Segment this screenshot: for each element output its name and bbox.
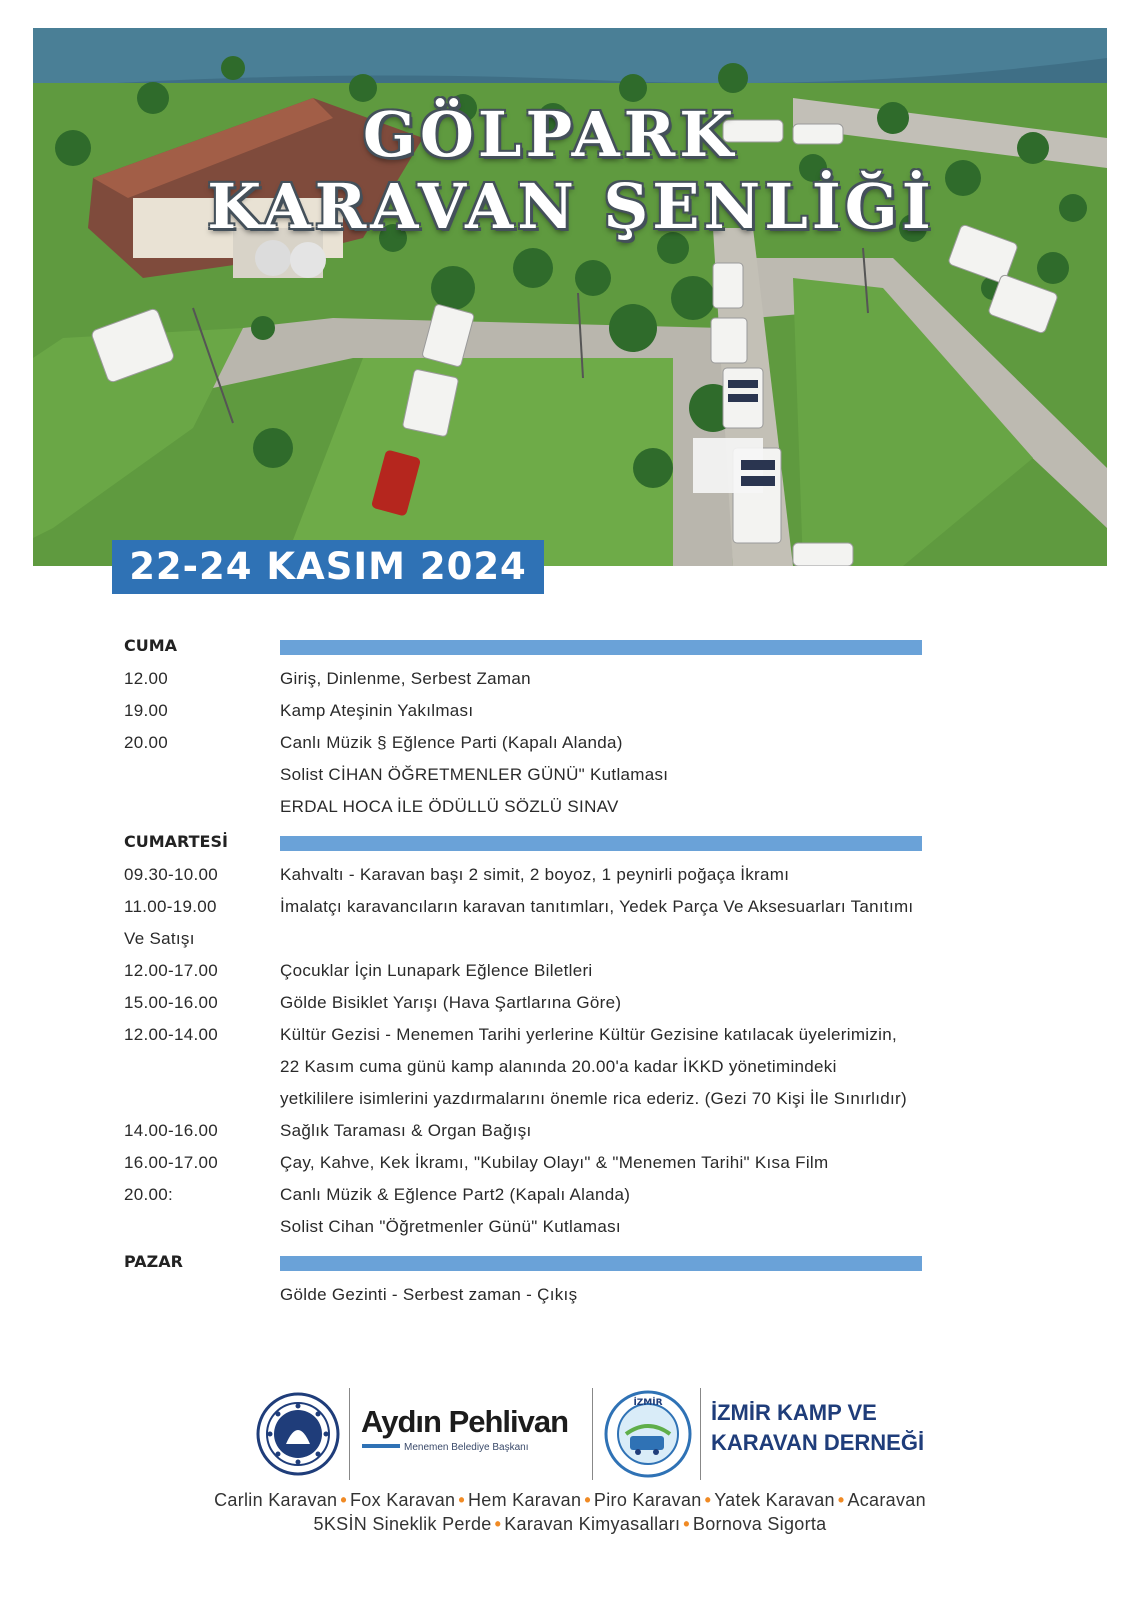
sponsor-name: Piro Karavan [593, 1490, 702, 1510]
schedule-desc: Canlı Müzik § Eğlence Parti (Kapalı Alanda) [280, 733, 623, 752]
sponsor-name: 5KSİN Sineklik Perde [313, 1514, 492, 1534]
mayor-name-logo: Aydın Pehlivan [361, 1404, 569, 1439]
day-divider-bar [280, 836, 922, 851]
schedule-time: 16.00-17.00 [124, 1153, 219, 1172]
schedule-time: 11.00-19.00 [124, 897, 217, 916]
schedule-time: 20.00 [124, 733, 169, 752]
seal-label: İZMİR [633, 1398, 663, 1408]
schedule-desc: ERDAL HOCA İLE ÖDÜLLÜ SÖZLÜ SINAV [280, 797, 619, 816]
schedule-time: 12.00-14.00 [124, 1025, 219, 1044]
schedule-desc: Canlı Müzik & Eğlence Part2 (Kapalı Alanda) [280, 1185, 631, 1204]
schedule-desc: 22 Kasım cuma günü kamp alanında 20.00'a kadar İKKD yönetimindeki [280, 1057, 837, 1076]
mayor-logo-underline [362, 1444, 400, 1448]
sponsor-name: Yatek Karavan [714, 1490, 835, 1510]
schedule-desc: Kamp Ateşinin Yakılması [280, 701, 474, 720]
hero-title-line2: KARAVAN ŞENLİĞİ [207, 170, 935, 243]
logo-divider [592, 1388, 593, 1480]
izmir-name-line1: İZMİR KAMP VE [711, 1400, 877, 1425]
sponsor-name: Carlin Karavan [214, 1490, 338, 1510]
izmir-kamp-karavan-seal-icon [604, 1390, 692, 1478]
day-heading-pazar: PAZAR [124, 1252, 183, 1271]
schedule-desc: Çocuklar İçin Lunapark Eğlence Biletleri [280, 961, 593, 980]
schedule-desc: Solist Cihan "Öğretmenler Günü" Kutlaması [280, 1217, 621, 1236]
schedule-time: 12.00-17.00 [124, 961, 219, 980]
sponsor-name: Fox Karavan [349, 1490, 456, 1510]
schedule-time: 19.00 [124, 701, 169, 720]
izmir-association-name [711, 1398, 924, 1458]
schedule-time: 12.00 [124, 669, 169, 688]
schedule-time: 09.30-10.00 [124, 865, 219, 884]
sponsor-name: Hem Karavan [467, 1490, 582, 1510]
schedule-desc: Gölde Bisiklet Yarışı (Hava Şartlarına Göre) [280, 993, 622, 1012]
schedule-time: Ve Satışı [124, 929, 195, 948]
schedule-desc: Sağlık Taraması & Organ Bağışı [280, 1121, 532, 1140]
schedule-desc: Kahvaltı - Karavan başı 2 simit, 2 boyoz, 1 peynirli poğaça İkramı [280, 865, 790, 884]
hero-aerial-photo [33, 28, 1107, 566]
hero-title-line1: GÖLPARK [362, 98, 738, 171]
schedule-time: 15.00-16.00 [124, 993, 219, 1012]
menemen-municipality-seal-icon [256, 1392, 340, 1476]
sponsor-logos-row [0, 1388, 1140, 1488]
sponsor-list-line1: Carlin Karavan • Fox Karavan • Hem Karavan • Piro Karavan • Yatek Karavan • Acaravan [214, 1490, 926, 1510]
sponsor-list-line2: 5KSİN Sineklik Perde • Karavan Kimyasalları • Bornova Sigorta [313, 1514, 827, 1534]
logo-divider [349, 1388, 350, 1480]
day-divider-bar [280, 1256, 922, 1271]
sponsor-name: Karavan Kimyasalları [504, 1514, 681, 1534]
sponsor-name: Acaravan [847, 1490, 926, 1510]
schedule-desc: Gölde Gezinti - Serbest zaman - Çıkış [280, 1285, 578, 1304]
day-heading-cuma: CUMA [124, 636, 178, 655]
mayor-title: Menemen Belediye Başkanı [404, 1442, 529, 1453]
schedule-desc: Giriş, Dinlenme, Serbest Zaman [280, 669, 531, 688]
event-date-badge: 22-24 KASIM 2024 [112, 540, 544, 594]
izmir-name-line2: KARAVAN DERNEĞİ [711, 1430, 925, 1455]
schedule-desc: İmalatçı karavancıların karavan tanıtımları, Yedek Parça Ve Aksesuarları Tanıtımı [280, 897, 914, 916]
schedule-desc: Çay, Kahve, Kek İkramı, "Kubilay Olayı" & "Menemen Tarihi" Kısa Film [280, 1153, 829, 1172]
schedule-time: 20.00: [124, 1185, 174, 1204]
sponsor-name: Bornova Sigorta [692, 1514, 827, 1534]
day-divider-bar [280, 640, 922, 655]
day-heading-cumartesi: CUMARTESİ [124, 832, 228, 851]
logo-divider [700, 1388, 701, 1480]
schedule-time: 14.00-16.00 [124, 1121, 219, 1140]
schedule-desc: Kültür Gezisi - Menemen Tarihi yerlerine Kültür Gezisine katılacak üyelerimizin, [280, 1025, 898, 1044]
schedule-desc: yetkililere isimlerini yazdırmalarını önemle rica ederiz. (Gezi 70 Kişi İle Sınırlıdır) [280, 1089, 907, 1108]
schedule-desc: Solist CİHAN ÖĞRETMENLER GÜNÜ" Kutlaması [280, 765, 669, 784]
